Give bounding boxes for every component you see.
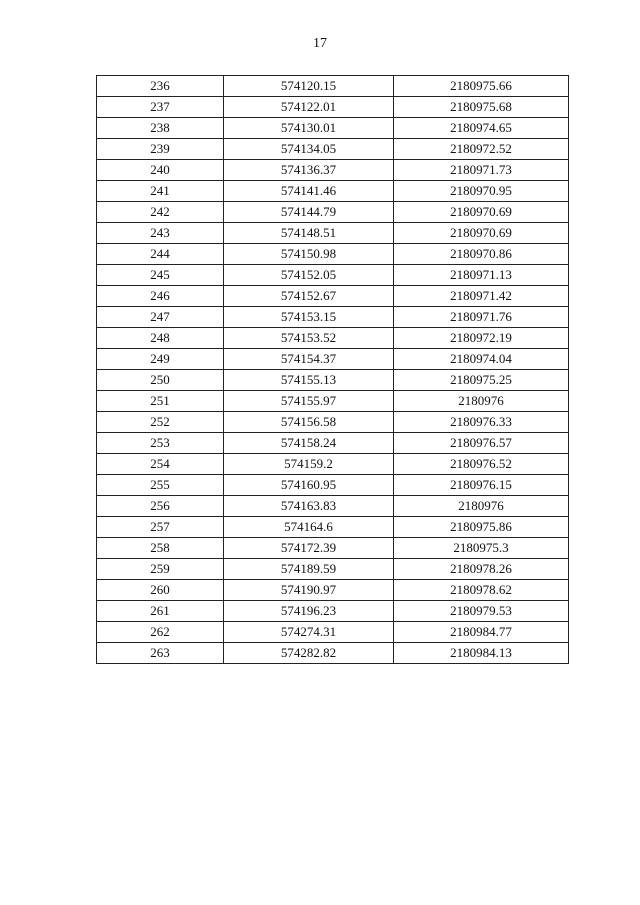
point-number-cell: 251 xyxy=(97,391,224,412)
y-coordinate-cell: 2180974.65 xyxy=(394,118,569,139)
y-coordinate-cell: 2180971.42 xyxy=(394,286,569,307)
table-row xyxy=(97,349,569,370)
table-row xyxy=(97,433,569,454)
table-row xyxy=(97,139,569,160)
table-row xyxy=(97,118,569,139)
x-coordinate-cell: 574148.51 xyxy=(224,223,394,244)
x-coordinate-cell: 574150.98 xyxy=(224,244,394,265)
y-coordinate-cell: 2180978.62 xyxy=(394,580,569,601)
point-number-cell: 237 xyxy=(97,97,224,118)
point-number-cell: 248 xyxy=(97,328,224,349)
x-coordinate-cell: 574164.6 xyxy=(224,517,394,538)
point-number-cell: 253 xyxy=(97,433,224,454)
x-coordinate-cell: 574130.01 xyxy=(224,118,394,139)
x-coordinate-cell: 574159.2 xyxy=(224,454,394,475)
x-coordinate-cell: 574163.83 xyxy=(224,496,394,517)
point-number-cell: 246 xyxy=(97,286,224,307)
x-coordinate-cell: 574154.37 xyxy=(224,349,394,370)
x-coordinate-cell: 574155.13 xyxy=(224,370,394,391)
point-number-cell: 255 xyxy=(97,475,224,496)
table-row xyxy=(97,286,569,307)
table-row xyxy=(97,496,569,517)
point-number-cell: 254 xyxy=(97,454,224,475)
y-coordinate-cell: 2180972.52 xyxy=(394,139,569,160)
table-row xyxy=(97,580,569,601)
y-coordinate-cell: 2180975.25 xyxy=(394,370,569,391)
table-row xyxy=(97,370,569,391)
x-coordinate-cell: 574172.39 xyxy=(224,538,394,559)
point-number-cell: 263 xyxy=(97,643,224,664)
y-coordinate-cell: 2180970.95 xyxy=(394,181,569,202)
table-row xyxy=(97,601,569,622)
x-coordinate-cell: 574282.82 xyxy=(224,643,394,664)
y-coordinate-cell: 2180971.73 xyxy=(394,160,569,181)
table-row xyxy=(97,328,569,349)
table-row xyxy=(97,559,569,580)
point-number-cell: 243 xyxy=(97,223,224,244)
point-number-cell: 247 xyxy=(97,307,224,328)
y-coordinate-cell: 2180976.52 xyxy=(394,454,569,475)
table-row xyxy=(97,202,569,223)
y-coordinate-cell: 2180976.15 xyxy=(394,475,569,496)
table-row xyxy=(97,412,569,433)
x-coordinate-cell: 574153.15 xyxy=(224,307,394,328)
x-coordinate-cell: 574152.05 xyxy=(224,265,394,286)
x-coordinate-cell: 574122.01 xyxy=(224,97,394,118)
x-coordinate-cell: 574144.79 xyxy=(224,202,394,223)
y-coordinate-cell: 2180975.68 xyxy=(394,97,569,118)
table-row xyxy=(97,517,569,538)
x-coordinate-cell: 574190.97 xyxy=(224,580,394,601)
y-coordinate-cell: 2180984.13 xyxy=(394,643,569,664)
y-coordinate-cell: 2180972.19 xyxy=(394,328,569,349)
table-row xyxy=(97,160,569,181)
x-coordinate-cell: 574141.46 xyxy=(224,181,394,202)
coordinates-table-body xyxy=(97,76,569,664)
y-coordinate-cell: 2180979.53 xyxy=(394,601,569,622)
y-coordinate-cell: 2180976 xyxy=(394,496,569,517)
y-coordinate-cell: 2180976.33 xyxy=(394,412,569,433)
point-number-cell: 256 xyxy=(97,496,224,517)
table-row xyxy=(97,391,569,412)
table-row xyxy=(97,181,569,202)
point-number-cell: 242 xyxy=(97,202,224,223)
y-coordinate-cell: 2180975.3 xyxy=(394,538,569,559)
table-row xyxy=(97,97,569,118)
x-coordinate-cell: 574134.05 xyxy=(224,139,394,160)
x-coordinate-cell: 574189.59 xyxy=(224,559,394,580)
table-row xyxy=(97,643,569,664)
point-number-cell: 258 xyxy=(97,538,224,559)
table-row xyxy=(97,244,569,265)
point-number-cell: 259 xyxy=(97,559,224,580)
y-coordinate-cell: 2180971.76 xyxy=(394,307,569,328)
y-coordinate-cell: 2180974.04 xyxy=(394,349,569,370)
x-coordinate-cell: 574152.67 xyxy=(224,286,394,307)
x-coordinate-cell: 574160.95 xyxy=(224,475,394,496)
x-coordinate-cell: 574196.23 xyxy=(224,601,394,622)
table-row xyxy=(97,76,569,97)
point-number-cell: 260 xyxy=(97,580,224,601)
point-number-cell: 249 xyxy=(97,349,224,370)
table-row xyxy=(97,307,569,328)
y-coordinate-cell: 2180970.69 xyxy=(394,223,569,244)
point-number-cell: 240 xyxy=(97,160,224,181)
point-number-cell: 250 xyxy=(97,370,224,391)
point-number-cell: 239 xyxy=(97,139,224,160)
x-coordinate-cell: 574153.52 xyxy=(224,328,394,349)
x-coordinate-cell: 574120.15 xyxy=(224,76,394,97)
page-number: 17 xyxy=(313,36,327,51)
point-number-cell: 262 xyxy=(97,622,224,643)
y-coordinate-cell: 2180976.57 xyxy=(394,433,569,454)
y-coordinate-cell: 2180976 xyxy=(394,391,569,412)
point-number-cell: 261 xyxy=(97,601,224,622)
table-row xyxy=(97,454,569,475)
table-row xyxy=(97,475,569,496)
point-number-cell: 257 xyxy=(97,517,224,538)
y-coordinate-cell: 2180984.77 xyxy=(394,622,569,643)
table-row xyxy=(97,223,569,244)
y-coordinate-cell: 2180970.86 xyxy=(394,244,569,265)
point-number-cell: 244 xyxy=(97,244,224,265)
x-coordinate-cell: 574136.37 xyxy=(224,160,394,181)
point-number-cell: 245 xyxy=(97,265,224,286)
y-coordinate-cell: 2180971.13 xyxy=(394,265,569,286)
table-row xyxy=(97,265,569,286)
y-coordinate-cell: 2180975.66 xyxy=(394,76,569,97)
x-coordinate-cell: 574156.58 xyxy=(224,412,394,433)
point-number-cell: 252 xyxy=(97,412,224,433)
y-coordinate-cell: 2180970.69 xyxy=(394,202,569,223)
y-coordinate-cell: 2180978.26 xyxy=(394,559,569,580)
point-number-cell: 236 xyxy=(97,76,224,97)
table-row xyxy=(97,622,569,643)
x-coordinate-cell: 574158.24 xyxy=(224,433,394,454)
point-number-cell: 238 xyxy=(97,118,224,139)
x-coordinate-cell: 574274.31 xyxy=(224,622,394,643)
coordinates-table xyxy=(96,75,569,664)
table-row xyxy=(97,538,569,559)
y-coordinate-cell: 2180975.86 xyxy=(394,517,569,538)
x-coordinate-cell: 574155.97 xyxy=(224,391,394,412)
point-number-cell: 241 xyxy=(97,181,224,202)
